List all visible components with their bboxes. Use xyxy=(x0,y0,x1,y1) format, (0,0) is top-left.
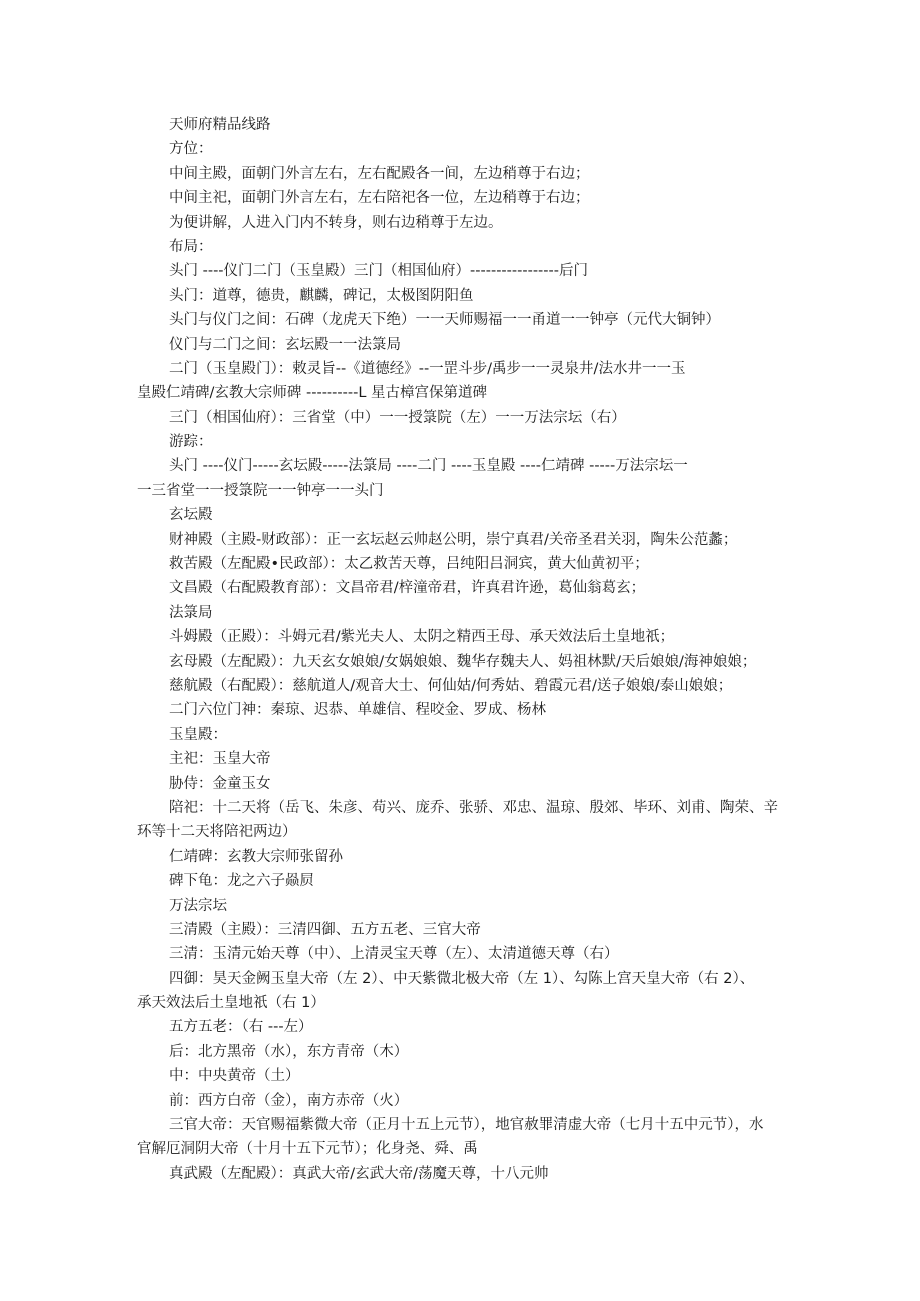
text-line: 中：中央黄帝（土） xyxy=(169,1068,300,1085)
text-line: 二门（玉皇殿门）：敕灵旨--《道德经》--一罡斗步/禹步一一灵泉井/法水井一一玉 xyxy=(169,360,686,377)
text-line: 仪门与二门之间：玄坛殿一一法箓局 xyxy=(169,336,401,353)
text-line: 胁侍：金童玉女 xyxy=(169,775,271,792)
text-line: 主祀：玉皇大帝 xyxy=(169,751,271,768)
text-line: 四御：昊天金阙玉皇大帝（左 2）、中天紫微北极大帝（左 1）、勾陈上宫天皇大帝（右 2）、 xyxy=(169,970,755,987)
text-line: 环等十二天将陪祀两边） xyxy=(137,824,297,841)
text-line: 救苦殿（左配殿•民政部）：太乙救苦天尊，吕纯阳吕洞宾，黄大仙黄初平； xyxy=(169,556,649,573)
text-line: 真武殿（左配殿）：真武大帝/玄武大帝/荡魔天尊，十八元帅 xyxy=(169,1165,549,1182)
text-line: 头门 ----仪门二门（玉皇殿）三门（相国仙府）-----------------后门 xyxy=(169,263,588,280)
text-line: 布局： xyxy=(169,238,213,255)
text-line: 为便讲解，人进入门内不转身，则右边稍尊于左边。 xyxy=(169,214,503,231)
text-line: 一三省堂一一授箓院一一钟亭一一头门 xyxy=(137,482,384,499)
text-line: 天师府精品线路 xyxy=(169,117,271,133)
text-line: 三门（相国仙府）：三省堂（中）一一授箓院（左）一一万法宗坛（右） xyxy=(169,409,626,426)
text-line: 三清殿（主殿）：三清四御、五方五老、三官大帝 xyxy=(169,921,481,938)
text-line: 玄坛殿 xyxy=(169,507,213,524)
text-line: 陪祀：十二天将（岳飞、朱彦、苟兴、庞乔、张骄、邓忠、温琼、殷郊、毕环、刘甫、陶荣、辛 xyxy=(169,799,778,816)
text-line: 法箓局 xyxy=(169,604,213,621)
text-line: 碑下龟：龙之六子赑屃 xyxy=(169,873,314,890)
text-line: 万法宗坛 xyxy=(169,897,227,914)
text-line: 慈航殿（右配殿）：慈航道人/观音大士、何仙姑/何秀姑、碧霞元君/送子娘娘/泰山娘娘； xyxy=(169,677,733,694)
text-line: 头门：道尊，德贵，麒麟，碑记，太极图阴阳鱼 xyxy=(169,287,474,304)
text-line: 仁靖碑：玄教大宗师张留孙 xyxy=(169,848,343,865)
text-line: 方位： xyxy=(169,141,213,158)
text-line: 后：北方黑帝（水），东方青帝（木） xyxy=(169,1043,409,1060)
text-line: 中间主殿，面朝门外言左右，左右配殿各一间，左边稍尊于右边； xyxy=(169,165,590,182)
text-line: 斗姆殿（正殿）：斗姆元君/紫光夫人、太阴之精西王母、承天效法后土皇地祇； xyxy=(169,629,675,646)
text-line: 头门与仪门之间：石碑（龙虎天下绝）一一天师赐福一一甬道一一钟亭（元代大铜钟） xyxy=(169,312,720,329)
document-body xyxy=(137,113,787,1186)
text-line: 头门 ----仪门-----玄坛殿-----法箓局 ----二门 ----玉皇殿 ----仁靖碑 -----万法宗坛一 xyxy=(169,458,688,475)
text-line: 二门六位门神：秦琼、迟恭、单雄信、程咬金、罗成、杨林 xyxy=(169,702,546,719)
text-line: 三清：玉清元始天尊（中）、上清灵宝天尊（左）、太清道德天尊（右） xyxy=(169,946,619,963)
text-line: 官解厄洞阴大帝（十月十五下元节）；化身尧、舜、禹 xyxy=(137,1141,478,1158)
text-line: 玄母殿（左配殿）：九天玄女娘娘/女娲娘娘、魏华存魏夫人、妈祖林默/天后娘娘/海神娘娘； xyxy=(169,653,757,670)
text-line: 承天效法后土皇地祇（右 1） xyxy=(137,995,325,1012)
text-line: 皇殿仁靖碑/玄教大宗师碑 ----------L 星古樟宫保第道碑 xyxy=(137,385,488,402)
text-line: 三官大帝：天官赐福紫微大帝（正月十五上元节），地官赦罪清虚大帝（七月十五中元节），水 xyxy=(169,1117,764,1134)
text-line: 五方五老：（右 ---左） xyxy=(169,1019,313,1036)
text-line: 前：西方白帝（金），南方赤帝（火） xyxy=(169,1092,409,1109)
text-line: 中间主祀，面朝门外言左右，左右陪祀各一位，左边稍尊于右边； xyxy=(169,190,590,207)
text-line: 玉皇殿： xyxy=(169,726,227,743)
text-line: 游踪： xyxy=(169,434,213,451)
text-line: 财神殿（主殿-财政部）：正一玄坛赵云帅赵公明，崇宁真君/关帝圣君关羽，陶朱公范蠡； xyxy=(169,531,738,548)
text-line: 文昌殿（右配殿教育部）：文昌帝君/梓潼帝君，许真君许逊，葛仙翁葛玄； xyxy=(169,580,646,597)
